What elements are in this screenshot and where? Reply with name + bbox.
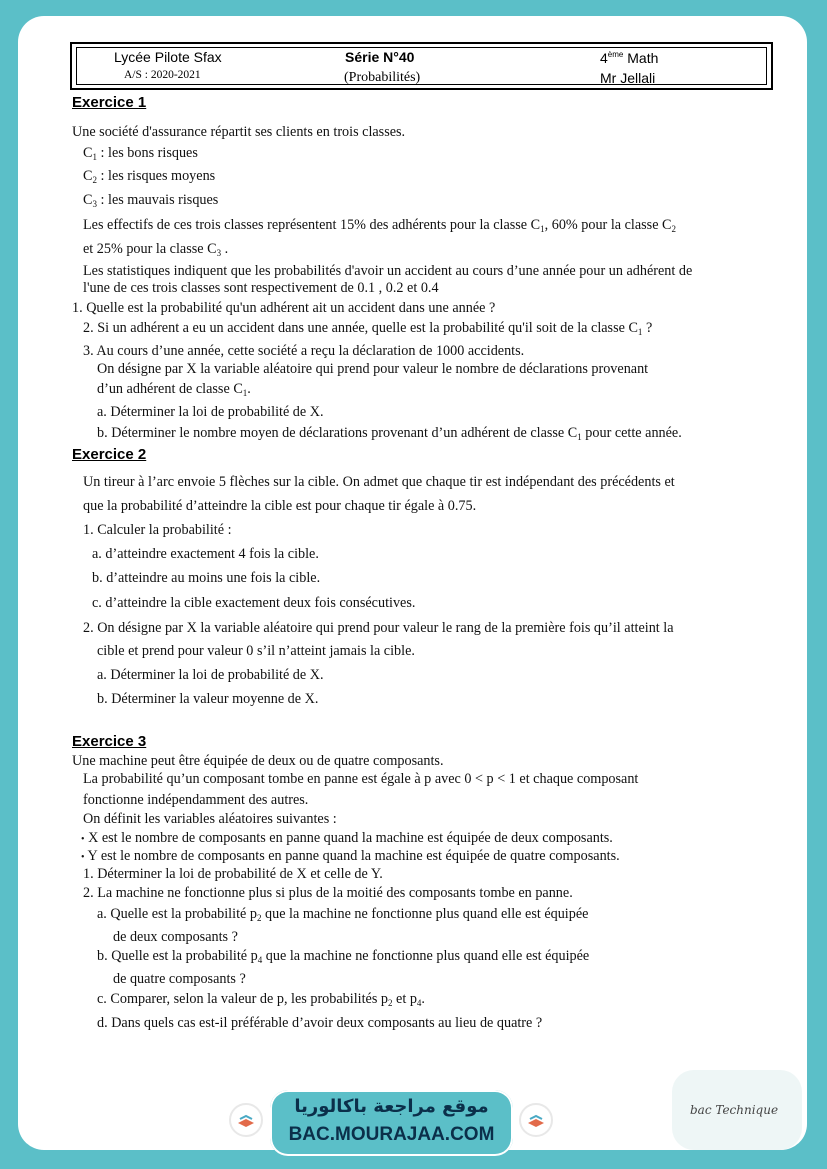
ex2-question-1b: b. d’atteindre au moins une fois la cible. — [92, 570, 321, 586]
class-level: 4ème Math — [600, 50, 659, 66]
ex1-stats-line1: Les statistiques indiquent que les probabilités d'avoir un accident au cours d’une année pour un adhérent de — [83, 263, 693, 279]
ex1-question-3-line2: On désigne par X la variable aléatoire qui prend pour valeur le nombre de déclarations provenant — [97, 361, 649, 377]
ex3-question-2d: d. Dans quels cas est-il préférable d’avoir deux composants au lieu de quatre ? — [97, 1015, 543, 1031]
exercise-3-title: Exercice 3 — [72, 733, 147, 750]
ex1-class-c1: $C_1$ : les bons risques — [83, 145, 198, 162]
ex1-question-1: 1. Quelle est la probabilité qu'un adhérent ait un accident dans une année ? — [72, 300, 496, 316]
ex2-line-2: que la probabilité d’atteindre la cible est pour chaque tir égale à 0.75. — [83, 498, 477, 514]
ex3-question-1: 1. Déterminer la loi de probabilité de X et celle de Y. — [83, 866, 383, 882]
ex3-question-2a: a. Quelle est la probabilité $p_2$ que la machine ne fonctionne plus quand elle est équipée — [97, 906, 589, 923]
ex1-question-3-line3: d’un adhérent de classe $C_1$. — [97, 381, 251, 398]
site-logo-right — [519, 1103, 553, 1137]
ex3-question-2b-line2: de quatre composants ? — [113, 971, 246, 987]
ex3-question-2c: c. Comparer, selon la valeur de p, les probabilités $p_2$ et $p_4$. — [97, 991, 425, 1008]
ex3-line-1: Une machine peut être équipée de deux ou de quatre composants. — [72, 753, 444, 769]
ex2-question-2: 2. On désigne par X la variable aléatoire qui prend pour valeur le rang de la première fois qu’il atteint la — [83, 620, 674, 636]
ex3-question-2b: b. Quelle est la probabilité $p_4$ que la machine ne fonctionne plus quand elle est équipée — [97, 948, 590, 965]
ex2-question-1c: c. d’atteindre la cible exactement deux fois consécutives. — [92, 595, 416, 611]
ex1-class-c2: $C_2$ : les risques moyens — [83, 168, 216, 185]
ex1-question-2: 2. Si un adhérent a eu un accident dans une année, quelle est la probabilité qu'il soit de la classe $C_1$ ? — [83, 320, 653, 337]
ex1-stats-line2: l'une de ces trois classes sont respectivement de 0.1 , 0.2 et 0.4 — [83, 280, 439, 296]
ex1-question-3: 3. Au cours d’une année, cette société a reçu la déclaration de 1000 accidents. — [83, 343, 525, 359]
bullet-icon: • — [81, 852, 85, 863]
series-topic: (Probabilités) — [344, 70, 421, 85]
ex1-intro: Une société d'assurance répartit ses clients en trois classes. — [72, 124, 406, 140]
bac-technique-stamp — [672, 1070, 802, 1150]
exercise-1-title: Exercice 1 — [72, 94, 147, 111]
site-url[interactable]: BAC.MOURAJAA.COM — [288, 1124, 495, 1145]
ex3-line-2: La probabilité qu’un composant tombe en panne est égale à p avec 0 < p < 1 et chaque composant — [83, 771, 639, 787]
ex2-question-1: 1. Calculer la probabilité : — [83, 522, 232, 538]
ex3-question-2a-line2: de deux composants ? — [113, 929, 238, 945]
stamp-text: bac Technique — [690, 1103, 779, 1117]
ex1-question-3b: b. Déterminer le nombre moyen de déclarations provenant d’un adhérent de classe $C_1$ pour cette année. — [97, 425, 682, 442]
ex1-effectifs-line2: et 25% pour la classe $C_3$ . — [83, 241, 229, 258]
ex3-question-2: 2. La machine ne fonctionne plus si plus de la moitié des composants tombe en panne. — [83, 885, 573, 901]
ex3-line-3: fonctionne indépendamment des autres. — [83, 792, 309, 808]
ex2-question-2-line2: cible et prend pour valeur 0 s’il n’atteint jamais la cible. — [97, 643, 415, 659]
ex2-question-2b: b. Déterminer la valeur moyenne de X. — [97, 691, 319, 707]
school-name: Lycée Pilote Sfax — [114, 49, 222, 65]
exercise-2-title: Exercice 2 — [72, 446, 147, 463]
ex2-question-1a: a. d’atteindre exactement 4 fois la cible. — [92, 546, 319, 562]
ex1-class-c3: $C_3$ : les mauvais risques — [83, 192, 219, 209]
ex3-line-4: On définit les variables aléatoires suivantes : — [83, 811, 337, 827]
series-number: Série N°40 — [345, 49, 415, 65]
site-logo-left — [229, 1103, 263, 1137]
book-icon — [521, 1105, 551, 1135]
ex2-line-1: Un tireur à l’arc envoie 5 flèches sur la cible. On admet que chaque tir est indépendant des précédents et — [83, 474, 675, 490]
bullet-icon: • — [81, 834, 85, 845]
site-badge[interactable] — [270, 1090, 513, 1156]
ex1-question-3a: a. Déterminer la loi de probabilité de X. — [97, 404, 324, 420]
teacher-name: Mr Jellali — [600, 70, 656, 86]
site-arabic-name: موقع مراجعة باكالوريا — [294, 1096, 489, 1117]
ex3-bullet-x: • X est le nombre de composants en panne quand la machine est équipée de deux composants. — [81, 830, 613, 846]
ex3-bullet-y: • Y est le nombre de composants en panne quand la machine est équipée de quatre composants. — [81, 848, 620, 864]
school-year: A/S : 2020-2021 — [124, 69, 201, 81]
ex2-question-2a: a. Déterminer la loi de probabilité de X. — [97, 667, 324, 683]
ex1-effectifs-line1: Les effectifs de ces trois classes représentent 15% des adhérents pour la classe $C_1$, 60% pour la classe $C_2$ — [83, 217, 677, 234]
book-icon — [231, 1105, 261, 1135]
